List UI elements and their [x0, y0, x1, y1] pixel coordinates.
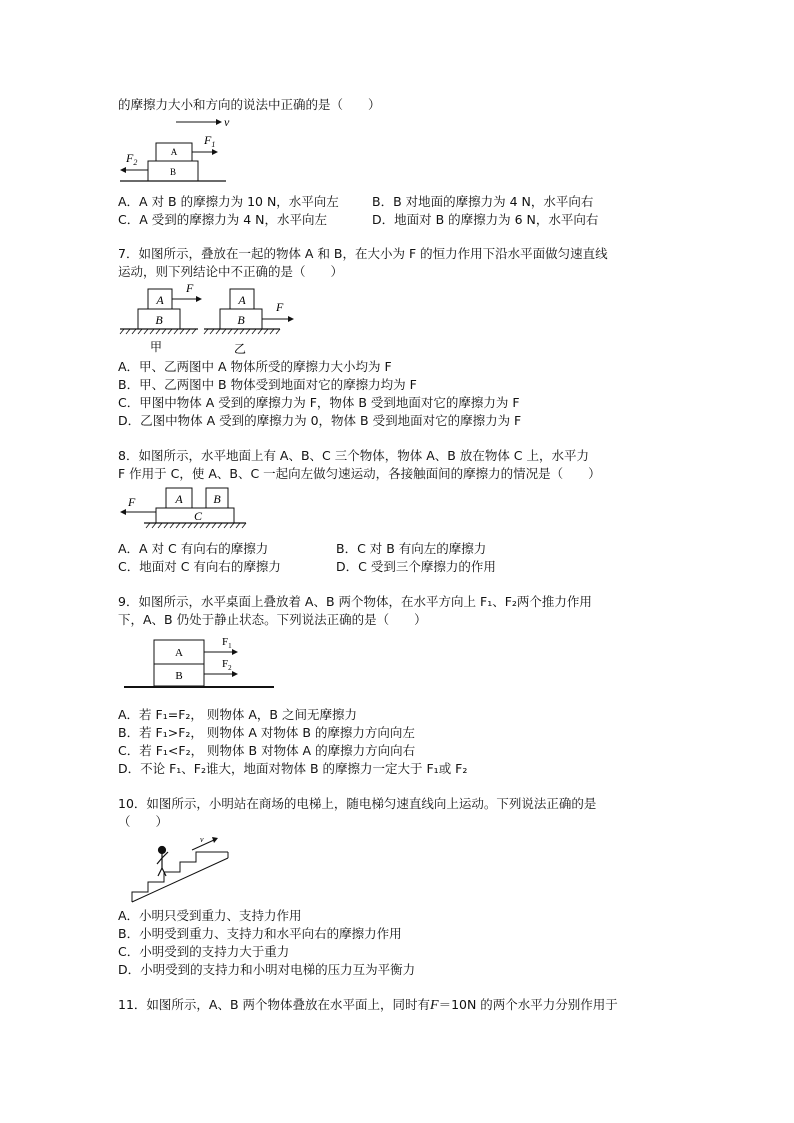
q8-option-a: A．A 对 C 有向右的摩擦力 — [118, 541, 269, 556]
q11-stem-pre: 11．如图所示，A、B 两个物体叠放在水平面上，同时有 — [118, 997, 431, 1012]
q6-label-f2: F — [126, 151, 134, 165]
q6-option-a: A．A 对 B 的摩擦力为 10 N，水平向左 — [118, 194, 339, 209]
q7-figure — [118, 283, 298, 363]
q7-right-label-a: A — [238, 293, 246, 307]
q8-label-b: B — [213, 492, 221, 506]
q6-label-f1: F — [204, 133, 212, 147]
q8-label-a: A — [175, 492, 183, 506]
q11-stem-post: ＝10N 的两个水平力分别作用于 — [438, 997, 618, 1012]
q9-label-f1-sub: 1 — [228, 642, 232, 650]
q6-option-c: C．A 受到的摩擦力为 4 N，水平向左 — [118, 212, 328, 227]
q6-label-f1-sub: 1 — [211, 140, 216, 149]
q10-option-c: C．小明受到的支持力大于重力 — [118, 944, 290, 959]
q6-figure — [118, 112, 228, 186]
q6-label-b: B — [169, 167, 177, 177]
q8-option-d: D．C 受到三个摩擦力的作用 — [336, 559, 496, 574]
q8-label-f: F — [128, 495, 136, 509]
q10-option-d: D．小明受到的支持力和小明对电梯的压力互为平衡力 — [118, 962, 416, 977]
q9-option-d: D．不论 F₁、F₂谁大，地面对物体 B 的摩擦力一定大于 F₁或 F₂ — [118, 761, 468, 776]
q7-option-d: D．乙图中物体 A 受到的摩擦力为 0，物体 B 受到地面对它的摩擦力为 F — [118, 413, 522, 428]
q7-left-label-f: F — [186, 281, 194, 295]
q8-stem-line1: 8．如图所示，水平地面上有 A、B、C 三个物体，物体 A、B 放在物体 C 上，水平力 — [118, 448, 590, 463]
q6-label-a: A — [170, 147, 178, 157]
q8-option-b: B．C 对 B 有向左的摩擦力 — [336, 541, 487, 556]
q9-label-a: A — [175, 647, 183, 659]
svg-text:F2 — [125, 151, 137, 167]
q8-option-c: C．地面对 C 有向右的摩擦力 — [118, 559, 281, 574]
q10-option-b: B．小明受到重力、支持力和水平向右的摩擦力作用 — [118, 926, 402, 941]
q7-option-a: A．甲、乙两图中 A 物体所受的摩擦力大小均为 F — [118, 359, 392, 374]
q7-left-label-a: A — [156, 293, 164, 307]
q10-stem-line1: 10．如图所示，小明站在商场的电梯上，随电梯匀速直线向上运动。下列说法正确的是 — [118, 796, 597, 811]
q8-stem-line2: F 作用于 C，使 A、B、C 一起向左做匀速运动，各接触面间的摩擦力的情况是（ ） — [118, 466, 601, 481]
q9-label-f2-sub: 2 — [228, 664, 232, 672]
q9-option-a: A．若 F₁=F₂， 则物体 A，B 之间无摩擦力 — [118, 707, 357, 722]
q6-label-f2-sub: 2 — [133, 158, 138, 167]
q7-caption-left: 甲 — [149, 340, 163, 354]
q7-right-label-b: B — [237, 313, 245, 327]
q6-option-d: D．地面对 B 的摩擦力为 6 N，水平向右 — [372, 212, 599, 227]
q10-option-a: A．小明只受到重力、支持力作用 — [118, 908, 302, 923]
q8-figure — [118, 484, 248, 534]
q10-escalator — [132, 852, 228, 902]
q7-right-label-f: F — [276, 300, 284, 314]
svg-text:F1 — [203, 133, 215, 149]
q7-option-c: C．甲图中物体 A 受到的摩擦力为 F，物体 B 受到地面对它的摩擦力为 F — [118, 395, 520, 410]
q10-label-v: v — [200, 835, 204, 844]
q9-stem-line1: 9．如图所示，水平桌面上叠放着 A、B 两个物体，在水平方向上 F₁、F₂两个推力作用 — [118, 594, 592, 609]
q7-left-label-b: B — [155, 313, 163, 327]
q7-stem-line1: 7．如图所示，叠放在一起的物体 A 和 B，在大小为 F 的恒力作用下沿水平面做匀速直线 — [118, 246, 608, 261]
q9-label-f1: F — [222, 636, 229, 648]
q7-option-b: B．甲、乙两图中 B 物体受到地面对它的摩擦力均为 F — [118, 377, 417, 392]
svg-text:F1 — [222, 636, 232, 650]
q10-stem-line2: （ ） — [118, 814, 169, 829]
q9-label-f2: F — [222, 658, 229, 670]
q6-stem-tail: 的摩擦力大小和方向的说法中正确的是（ ） — [118, 97, 381, 112]
q9-option-b: B．若 F₁>F₂， 则物体 A 对物体 B 的摩擦力方向向左 — [118, 725, 415, 740]
q11-stem-f: F — [430, 998, 439, 1013]
q9-stem-line2: 下，A、B 仍处于静止状态。下列说法正确的是（ ） — [118, 612, 427, 627]
q6-option-b: B．B 对地面的摩擦力为 4 N，水平向右 — [372, 194, 594, 209]
q7-stem-line2: 运动，则下列结论中不正确的是（ ） — [118, 264, 344, 279]
q10-figure — [130, 834, 240, 906]
q7-caption-right: 乙 — [233, 342, 247, 356]
svg-text:F2 — [222, 658, 232, 672]
q11-stem-line1 — [118, 996, 618, 1015]
q9-option-c: C．若 F₁<F₂， 则物体 B 对物体 A 的摩擦力方向向右 — [118, 743, 416, 758]
q6-label-v: v — [224, 115, 230, 129]
q8-label-c: C — [193, 509, 203, 523]
q9-label-b: B — [175, 670, 183, 682]
q9-figure — [118, 632, 278, 694]
